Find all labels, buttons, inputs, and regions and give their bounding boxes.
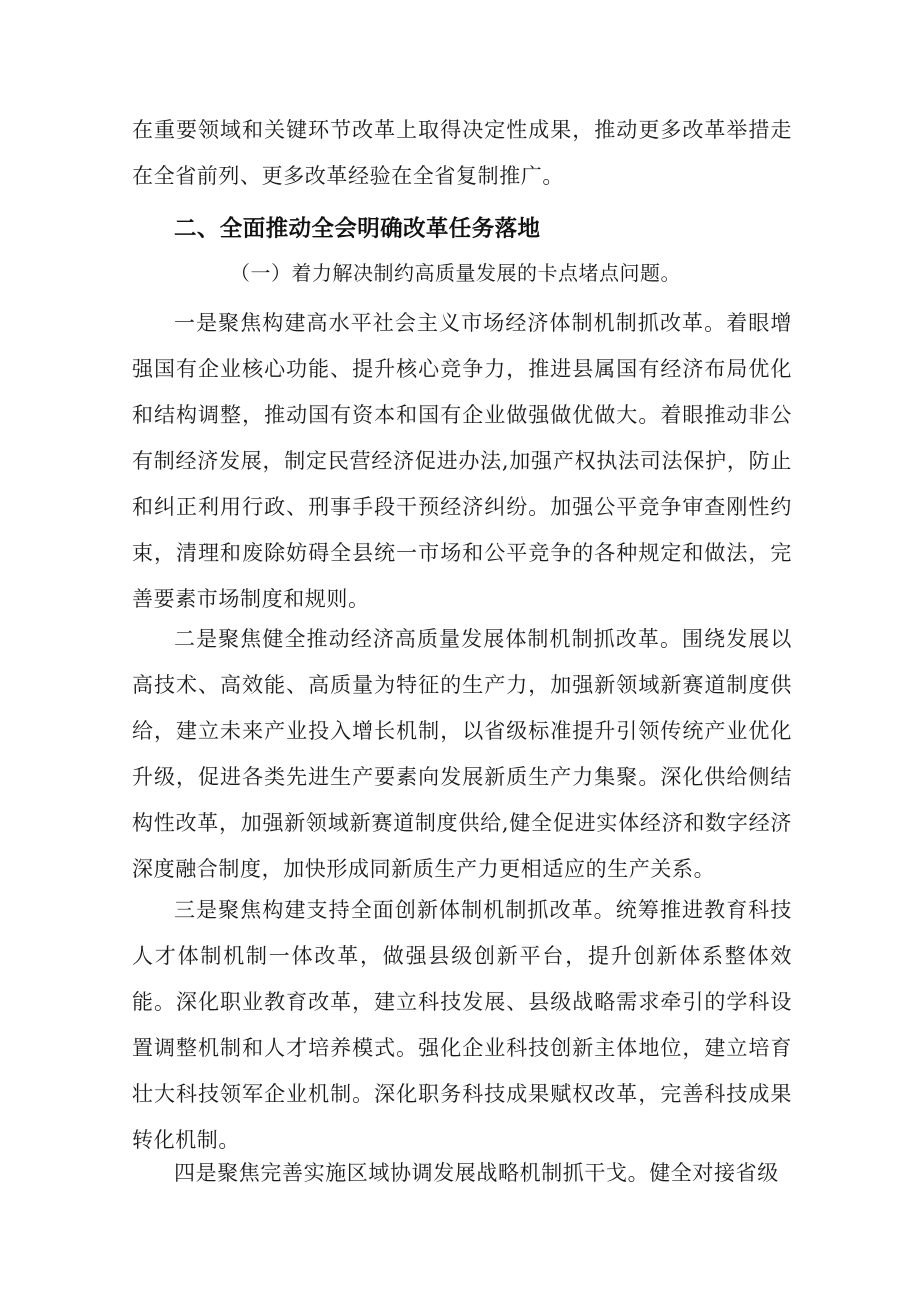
- paragraph-3: 三是聚焦构建支持全面创新体制机制抓改革。统筹推进教育科技人才体制机制一体改革，做强县级创新平台，提升创新体系整体效能。深化职业教育改革，建立科技发展、县级战略需求牵引的学科设置调整机制和人才培养模式。强化企业科技创新主体地位，建立培育壮大科技领军企业机制。深化职务科技成果赋权改革，完善科技成果转化机制。: [132, 898, 792, 1152]
- continuation-paragraph: 在重要领域和关键环节改革上取得决定性成果，推动更多改革举措走在全省前列、更多改革经验在全省复制推广。: [132, 118, 792, 188]
- paragraph-4: 四是聚焦完善实施区域协调发展战略机制抓干戈。健全对接省级: [174, 1161, 779, 1185]
- section-heading: 二、全面推动全会明确改革任务落地: [174, 216, 541, 242]
- subsection-heading: （一）着力解决制约高质量发展的卡点堵点问题。: [230, 261, 681, 285]
- paragraph-1: 一是聚焦构建高水平社会主义市场经济体制机制抓改革。着眼增强国有企业核心功能、提升核心竞争力，推进县属国有经济布局优化和结构调整，推动国有资本和国有企业做强做优做大。着眼推动非公有制经济发展，制定民营经济促进办法,加强产权执法司法保护，防止和纠正利用行政、刑事手段干预经济纠纷。加强公平竞争审查刚性约束，清理和废除妨碍全县统一市场和公平竞争的各种规定和做法，完善要素市场制度和规则。: [132, 311, 792, 611]
- paragraph-2: 二是聚焦健全推动经济高质量发展体制机制抓改革。围绕发展以高技术、高效能、高质量为特征的生产力，加强新领域新赛道制度供给，建立未来产业投入增长机制，以省级标准提升引领传统产业优化升级，促进各类先进生产要素向发展新质生产力集聚。深化供给侧结构性改革，加强新领域新赛道制度供给,健全促进实体经济和数字经济深度融合制度，加快形成同新质生产力更相适应的生产关系。: [132, 627, 792, 881]
